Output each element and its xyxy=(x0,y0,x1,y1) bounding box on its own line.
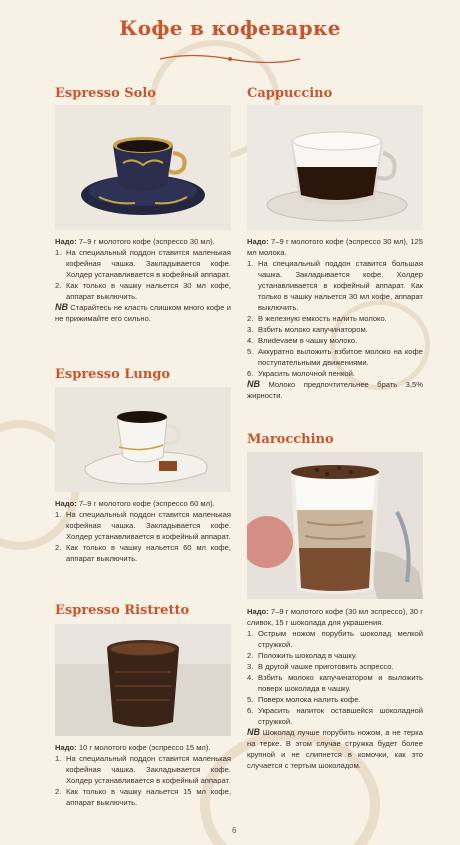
recipe-step xyxy=(55,542,231,564)
need-text: 7–9 г молотого кофе (эспрессо 60 мл). xyxy=(78,499,215,508)
step-text: На специальный поддон ставится маленькая кофейная чашка. Закладывается кофе. Холдер устанавливается в кофейный аппарат. xyxy=(66,754,231,785)
recipe-step xyxy=(55,247,231,280)
step-number: 5. xyxy=(247,695,254,704)
recipe-step xyxy=(247,661,423,672)
need-label: Надо: xyxy=(247,607,269,616)
espresso-ristretto-recipe xyxy=(55,742,231,808)
step-text: Как только в чашку нальется 15 мл кофе, аппарат выключить. xyxy=(66,787,231,807)
step-text: Положить шоколад в чашку. xyxy=(258,651,357,660)
recipe-step xyxy=(247,335,423,346)
recipe-step xyxy=(247,346,423,368)
step-text: Как только в чашку нальется 30 мл кофе, аппарат выключить. xyxy=(66,281,231,301)
need-label: Надо: xyxy=(55,237,77,246)
step-text: Украсить молочной пенкой. xyxy=(258,369,355,378)
nb-label: NB xyxy=(247,727,260,737)
step-text: Украсить напиток оставшейся шоколадной стружкой. xyxy=(258,706,423,726)
step-text: Аккуратно выложить взбитое молоко на кофе поступательными движениями. xyxy=(258,347,423,367)
espresso-ristretto-photo xyxy=(55,624,231,736)
step-text: На специальный поддон ставится маленькая кофейная чашка. Закладывается кофе. Холдер устанавливается в кофейный аппарат. xyxy=(66,248,231,279)
recipe-step xyxy=(55,786,231,808)
step-number: 2. xyxy=(247,314,254,323)
step-text: Взбить молоко капучинатором. xyxy=(258,325,368,334)
need-label: Надо: xyxy=(247,237,269,246)
step-text: В другой чашке приготовить эспрессо. xyxy=(258,662,394,671)
step-text: На специальный поддон ставится маленькая кофейная чашка. Закладывается кофе. Холдер устанавливается в кофейный аппарат. xyxy=(66,510,231,541)
step-number: 1. xyxy=(55,754,62,763)
need-label: Надо: xyxy=(55,743,77,752)
nb-text: Старайтесь не класть слишком много кофе и не прижимайте его сильно. xyxy=(55,303,231,323)
cappuccino-recipe xyxy=(247,236,423,401)
recipe-step xyxy=(247,368,423,379)
section-title-marocchino: Marocchino xyxy=(247,432,334,447)
step-number: 4. xyxy=(247,336,254,345)
step-number: 3. xyxy=(247,325,254,334)
step-number: 1. xyxy=(55,510,62,519)
need-text: 7–9 г молотого кофе (30 мл эспрессо), 30 г сливок, 15 г шоколада для украшения. xyxy=(247,607,423,627)
step-number: 4. xyxy=(247,673,254,682)
need-text: 7–9 г молотого кофе (эспрессо 30 мл). xyxy=(78,237,215,246)
step-number: 2. xyxy=(247,651,254,660)
step-number: 1. xyxy=(55,248,62,257)
step-text: В железную емкость налить молоко. xyxy=(258,314,387,323)
espresso-lungo-photo xyxy=(55,387,231,492)
nb-label: NB xyxy=(247,379,260,389)
page-title: Кофе в кофеварке xyxy=(119,16,341,40)
step-number: 3. xyxy=(247,662,254,671)
marocchino-photo xyxy=(247,452,423,599)
section-title-espresso-lungo: Espresso Lungo xyxy=(55,367,171,382)
recipe-step xyxy=(55,509,231,542)
recipe-step xyxy=(247,705,423,727)
step-text: Как только в чашку нальется 60 мл кофе, аппарат выключить. xyxy=(66,543,231,563)
step-number: 1. xyxy=(247,629,254,638)
step-text: Взбить молоко капучинатором и выложить поверх шоколада в чашку. xyxy=(258,673,423,693)
step-number: 1. xyxy=(247,259,254,268)
step-text: Поверх молока налить кофе. xyxy=(258,695,361,704)
need-text: 10 г молотого кофе (эспрессо 15 мл). xyxy=(78,743,211,752)
need-label: Надо: xyxy=(55,499,77,508)
section-title-espresso-ristretto: Espresso Ristretto xyxy=(55,603,190,618)
step-number: 5. xyxy=(247,347,254,356)
recipe-step xyxy=(247,650,423,661)
step-number: 2. xyxy=(55,787,62,796)
step-text: Влиdevaем в чашку молоко. xyxy=(258,336,358,345)
espresso-solo-photo xyxy=(55,105,231,230)
section-title-cappuccino: Cappuccino xyxy=(247,86,333,101)
step-text: На специальный поддон ставится большая чашка. Закладывается кофе. Холдер устанавливается в кофейный аппарат. Как только в чашку нальется 30 мл кофе, аппарат выключить. xyxy=(258,259,423,312)
recipe-step xyxy=(247,258,423,313)
cappuccino-photo xyxy=(247,105,423,230)
page-number: 6 xyxy=(232,826,237,835)
nb-label: NB xyxy=(55,302,68,312)
nb-text: Шоколад лучше порубить ножом, а не терка на терке. В этом случае стружка будет более крупной и не слипнется в комочки, как это случается с тертым шоколадом. xyxy=(247,728,423,770)
recipe-step xyxy=(247,628,423,650)
recipe-step xyxy=(247,694,423,705)
recipe-step xyxy=(247,672,423,694)
step-number: 2. xyxy=(55,543,62,552)
marocchino-recipe xyxy=(247,606,423,771)
ornament-divider xyxy=(150,52,310,66)
recipe-step xyxy=(55,280,231,302)
step-text: Острым ножом порубить шоколад мелкой стружкой. xyxy=(258,629,423,649)
recipe-step xyxy=(55,753,231,786)
espresso-solo-recipe xyxy=(55,236,231,324)
step-number: 6. xyxy=(247,706,254,715)
espresso-lungo-recipe xyxy=(55,498,231,564)
step-number: 6. xyxy=(247,369,254,378)
step-number: 2. xyxy=(55,281,62,290)
recipe-step xyxy=(247,313,423,324)
recipe-step xyxy=(247,324,423,335)
section-title-espresso-solo: Espresso Solo xyxy=(55,86,156,101)
need-text: 7–9 г молотого кофе (эспрессо 30 мл), 125 мл молока. xyxy=(247,237,423,257)
nb-text: Молоко предпочтительнее брать 3,5% жирности. xyxy=(247,380,423,400)
